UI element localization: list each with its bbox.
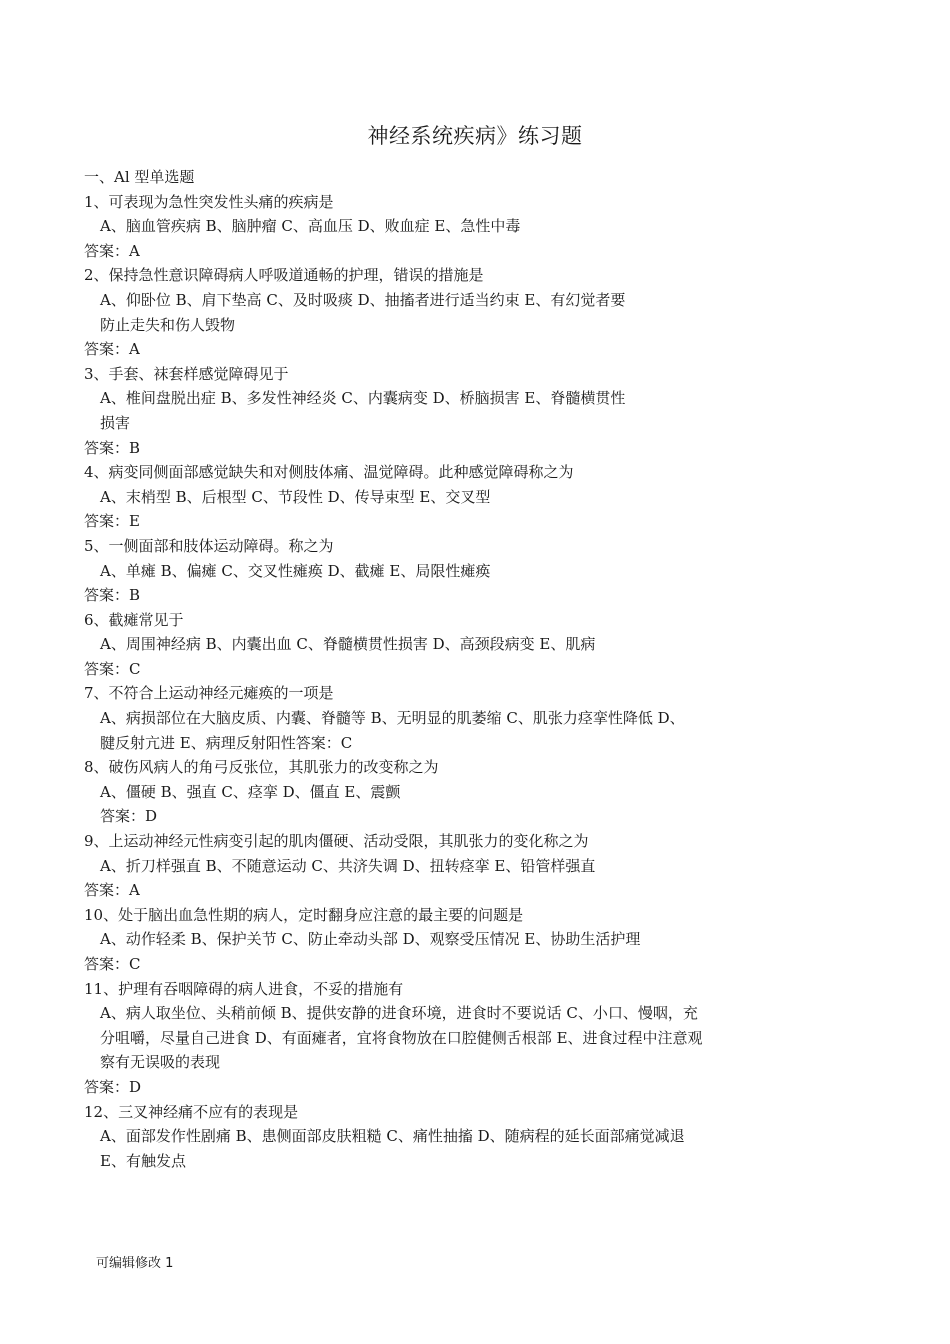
- question-answer: 答案：D: [84, 1077, 142, 1096]
- question-stem: 5、一侧面部和肢体运动障碍。称之为: [84, 536, 334, 555]
- question-options: A、周围神经病 B、内囊出血 C、脊髓横贯性损害 D、高颈段病变 E、肌病: [100, 635, 596, 654]
- question-stem: 4、病变同侧面部感觉缺失和对侧肢体痛、温觉障碍。此种感觉障碍称之为: [84, 463, 574, 482]
- question-stem: 7、不符合上运动神经元瘫痪的一项是: [84, 684, 334, 703]
- question-options: A、末梢型 B、后根型 C、节段性 D、传导束型 E、交叉型: [100, 487, 491, 506]
- question-block: [84, 681, 784, 755]
- page-footer: 可编辑修改 1: [96, 1256, 174, 1271]
- question-stem: 2、保持急性意识障碍病人呼吸道通畅的护理，错误的措施是: [84, 266, 484, 285]
- question-list: [84, 165, 784, 1173]
- question-options: A、病损部位在大脑皮质、内囊、脊髓等 B、无明显的肌萎缩 C、肌张力痉挛性降低 D、: [100, 709, 685, 728]
- question-block: [84, 263, 784, 361]
- question-answer: 答案：A: [84, 241, 140, 260]
- question-stem: 10、处于脑出血急性期的病人，定时翻身应注意的最主要的问题是: [84, 905, 524, 924]
- question-answer: 答案：B: [84, 586, 141, 605]
- question-answer: 答案：C: [84, 659, 141, 678]
- question-block: [84, 534, 784, 608]
- question-options-continued: 腱反射亢进 E、病理反射阳性答案：C: [100, 733, 353, 752]
- question-options: A、折刀样强直 B、不随意运动 C、共济失调 D、扭转痉挛 E、铅管样强直: [100, 856, 596, 875]
- question-options: A、脑血管疾病 B、脑肿瘤 C、高血压 D、败血症 E、急性中毒: [100, 217, 521, 236]
- question-options: A、单瘫 B、偏瘫 C、交叉性瘫痪 D、截瘫 E、局限性瘫痪: [100, 561, 491, 580]
- question-options: A、动作轻柔 B、保护关节 C、防止牵动头部 D、观察受压情况 E、协助生活护理: [100, 930, 641, 949]
- question-stem: 3、手套、袜套样感觉障碍见于: [84, 364, 289, 383]
- document-title: 神经系统疾病》练习题: [367, 124, 583, 148]
- question-answer: 答案：B: [84, 438, 141, 457]
- question-answer: 答案：E: [84, 512, 140, 531]
- question-block: [84, 755, 784, 829]
- question-answer: 答案：A: [84, 881, 140, 900]
- question-options: A、病人取坐位、头稍前倾 B、提供安静的进食环境，进食时不要说话 C、小口、慢咽，充: [100, 1004, 698, 1023]
- question-block: [84, 608, 784, 682]
- question-options-continued: 损害: [100, 413, 131, 432]
- question-options: A、面部发作性剧痛 B、患侧面部皮肤粗糙 C、痛性抽搐 D、随病程的延长面部痛觉减退: [100, 1127, 685, 1146]
- question-options: A、仰卧位 B、肩下垫高 C、及时吸痰 D、抽搐者进行适当约束 E、有幻觉者要: [100, 290, 626, 309]
- question-block: [84, 977, 784, 1100]
- question-stem: 11、护理有吞咽障碍的病人进食，不妥的措施有: [84, 979, 404, 998]
- question-block: [84, 829, 784, 903]
- question-stem: 1、可表现为急性突发性头痛的疾病是: [84, 192, 334, 211]
- question-options: A、僵硬 B、强直 C、痉挛 D、僵直 E、震颤: [100, 782, 401, 801]
- question-block: [84, 190, 784, 264]
- question-block: [84, 362, 784, 460]
- question-options-continued: E、有触发点: [100, 1151, 186, 1170]
- question-options-continued: 防止走失和伤人毁物: [100, 315, 236, 334]
- question-answer: 答案：A: [84, 340, 140, 359]
- question-block: [84, 1100, 784, 1174]
- question-answer: 答案：D: [100, 807, 158, 826]
- question-stem: 12、三叉神经痛不应有的表现是: [84, 1102, 299, 1121]
- question-stem: 8、破伤风病人的角弓反张位，其肌张力的改变称之为: [84, 758, 439, 777]
- section-heading: 一、Al 型单选题: [84, 168, 195, 186]
- question-answer: 答案：C: [84, 955, 141, 973]
- question-options: A、椎间盘脱出症 B、多发性神经炎 C、内囊病变 D、桥脑损害 E、脊髓横贯性: [100, 389, 626, 408]
- question-options-continued: 分咀嚼，尽量自己进食 D、有面瘫者，宜将食物放在口腔健侧舌根部 E、进食过程中注意观: [100, 1028, 703, 1047]
- question-stem: 9、上运动神经元性病变引起的肌肉僵硬、活动受限，其肌张力的变化称之为: [84, 832, 589, 851]
- question-stem: 6、截瘫常见于: [84, 610, 184, 629]
- question-block: [84, 460, 784, 534]
- question-block: [84, 903, 784, 977]
- question-options-continued: 察有无误吸的表现: [100, 1053, 221, 1072]
